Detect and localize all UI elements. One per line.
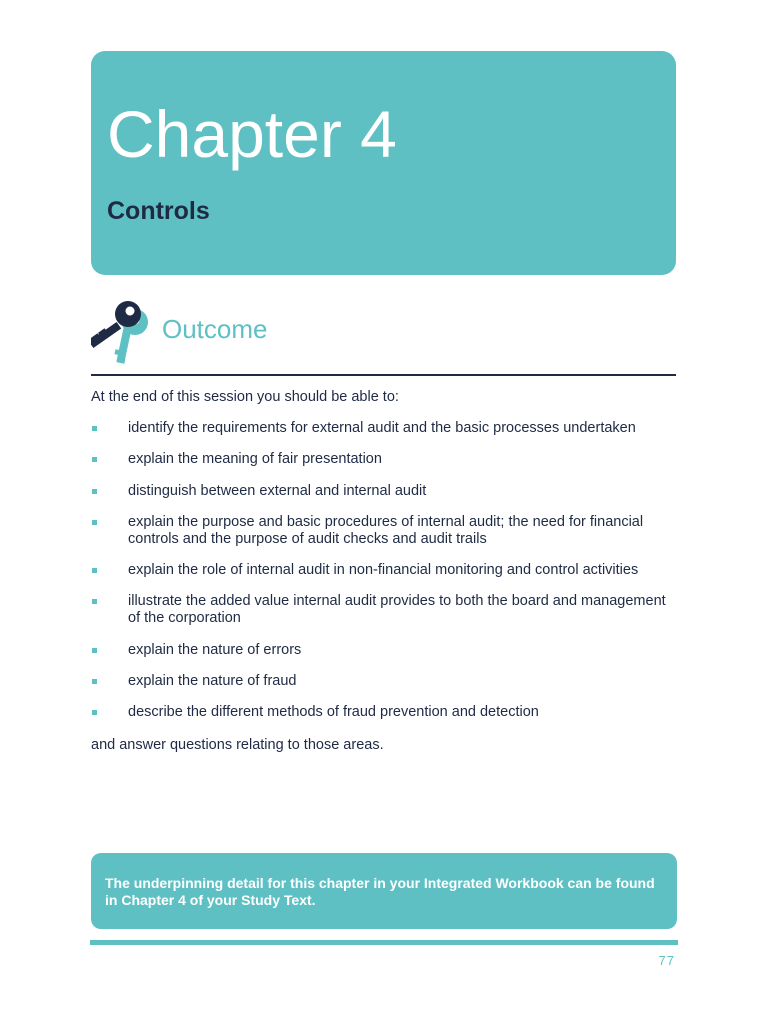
list-item bbox=[91, 451, 681, 468]
list-item bbox=[91, 562, 681, 579]
list-item bbox=[91, 483, 681, 500]
bullet-icon bbox=[92, 679, 97, 684]
list-item bbox=[91, 704, 681, 721]
footer-rule bbox=[90, 940, 678, 945]
bullet-icon bbox=[92, 457, 97, 462]
page-number: 77 bbox=[658, 953, 675, 968]
outcome-intro: At the end of this session you should be able to: bbox=[91, 389, 399, 405]
list-item bbox=[91, 593, 681, 627]
objectives-list bbox=[91, 420, 681, 736]
list-item bbox=[91, 514, 681, 548]
chapter-header bbox=[91, 51, 676, 275]
outcome-closing: and answer questions relating to those areas. bbox=[91, 737, 384, 753]
list-item-text: explain the nature of fraud bbox=[128, 673, 297, 690]
list-item-text: explain the role of internal audit in non-financial monitoring and control activities bbox=[128, 562, 639, 579]
list-item bbox=[91, 420, 681, 437]
study-text-note bbox=[91, 853, 677, 929]
list-item-text: explain the purpose and basic procedures of internal audit; the need for financial controls and the purpose of audit checks and audit trails bbox=[128, 513, 644, 547]
list-item-text: explain the meaning of fair presentation bbox=[128, 451, 382, 468]
chapter-title: Chapter 4 bbox=[107, 97, 397, 171]
bullet-icon bbox=[92, 568, 97, 573]
outcome-header bbox=[91, 296, 676, 376]
list-item-text: distinguish between external and internal audit bbox=[128, 482, 427, 499]
chapter-subtitle: Controls bbox=[107, 197, 210, 225]
list-item bbox=[91, 673, 681, 690]
bullet-icon bbox=[92, 648, 97, 653]
list-item-text: explain the nature of errors bbox=[128, 641, 302, 658]
outcome-title: Outcome bbox=[162, 314, 268, 344]
list-item-text: describe the different methods of fraud prevention and detection bbox=[128, 704, 539, 721]
bullet-icon bbox=[92, 426, 97, 431]
key-icon bbox=[91, 298, 153, 368]
list-item bbox=[91, 642, 681, 659]
bullet-icon bbox=[92, 599, 97, 604]
list-item-text: identify the requirements for external audit and the basic processes undertaken bbox=[128, 420, 636, 436]
bullet-icon bbox=[92, 710, 97, 715]
bullet-icon bbox=[92, 520, 97, 525]
note-text: The underpinning detail for this chapter in your Integrated Workbook can be found in Chapter 4 of your Study Text. bbox=[105, 875, 655, 908]
bullet-icon bbox=[92, 489, 97, 494]
list-item-text: illustrate the added value internal audit provides to both the board and management of the corporation bbox=[128, 593, 666, 627]
